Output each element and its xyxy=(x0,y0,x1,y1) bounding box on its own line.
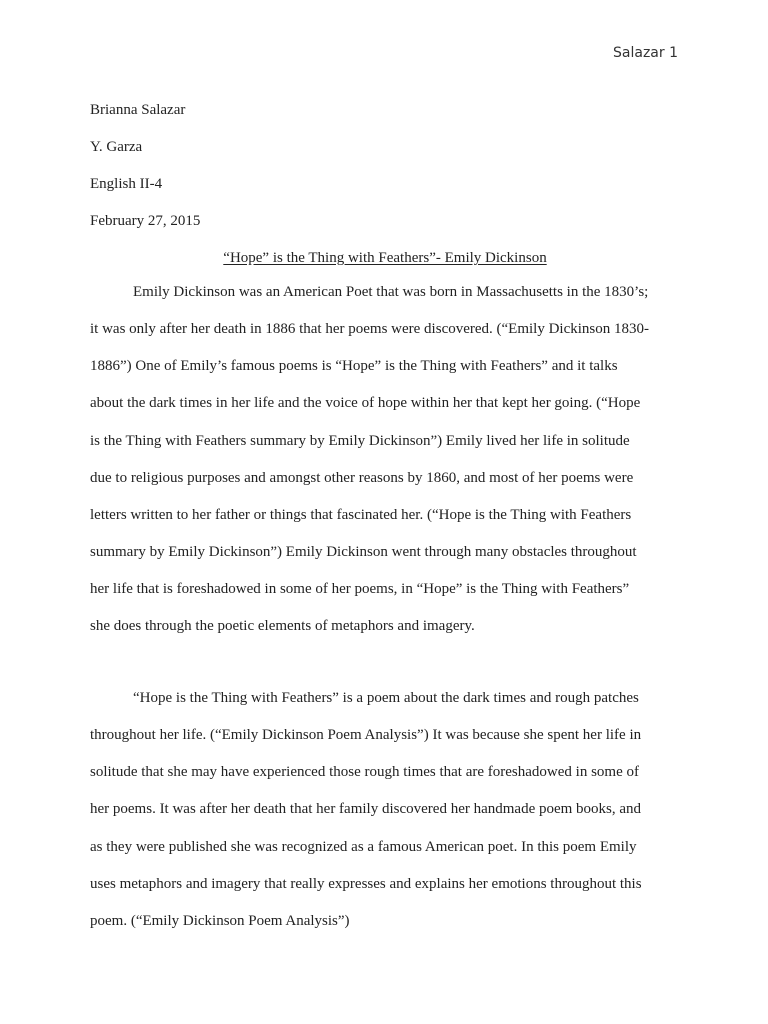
student-name: Brianna Salazar xyxy=(90,102,186,118)
paragraph-line: about the dark times in her life and the voice of hope within her that kept her going. (“Hope xyxy=(90,395,641,412)
paragraph-line: she does through the poetic elements of metaphors and imagery. xyxy=(90,618,475,635)
paragraph-line: Emily Dickinson was an American Poet that was born in Massachusetts in the 1830’s; xyxy=(133,284,649,300)
course-name: English II-4 xyxy=(90,176,163,192)
paragraph-line: her life that is foreshadowed in some of her poems, in “Hope” is the Thing with Feathers” xyxy=(90,581,630,598)
running-head: Salazar 1 xyxy=(613,45,678,61)
paragraph-line: poem. (“Emily Dickinson Poem Analysis”) xyxy=(90,912,350,929)
paragraph-2 xyxy=(90,680,664,940)
paragraph-1 xyxy=(90,274,664,646)
paragraph-line: her poems. It was after her death that her family discovered her handmade poem books, and xyxy=(90,801,642,818)
paragraph-line: solitude that she may have experienced those rough times that are foreshadowed in some of xyxy=(90,764,639,781)
essay-title: “Hope” is the Thing with Feathers”- Emily Dickinson xyxy=(223,250,547,266)
paragraph-line: uses metaphors and imagery that really expresses and explains her emotions throughout this xyxy=(90,875,642,892)
paragraph-line: due to religious purposes and amongst other reasons by 1860, and most of her poems were xyxy=(90,469,634,486)
paragraph-line: it was only after her death in 1886 that her poems were discovered. (“Emily Dickinson 1830- xyxy=(90,321,650,338)
instructor-name: Y. Garza xyxy=(90,139,143,155)
paragraph-line: is the Thing with Feathers summary by Emily Dickinson”) Emily lived her life in solitude xyxy=(90,432,630,449)
paragraph-line: throughout her life. (“Emily Dickinson Poem Analysis”) It was because she spent her life in xyxy=(90,727,642,744)
paragraph-line: 1886”) One of Emily’s famous poems is “Hope” is the Thing with Feathers” and it talks xyxy=(90,358,618,375)
paragraph-line: letters written to her father or things that fascinated her. (“Hope is the Thing with Feathers xyxy=(90,506,632,523)
paragraph-line: summary by Emily Dickinson”) Emily Dickinson went through many obstacles throughout xyxy=(90,544,637,561)
mla-heading xyxy=(90,92,680,277)
essay-date: February 27, 2015 xyxy=(90,213,201,229)
paragraph-line: “Hope is the Thing with Feathers” is a poem about the dark times and rough patches xyxy=(133,690,639,706)
paragraph-line: as they were published she was recognized as a famous American poet. In this poem Emily xyxy=(90,838,637,855)
